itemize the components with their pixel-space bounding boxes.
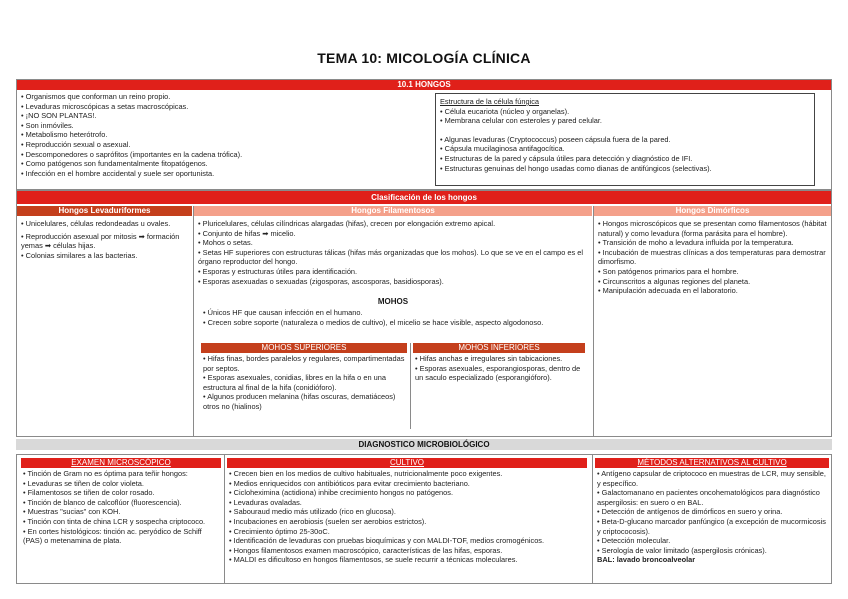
clasificacion-header: Clasificación de los hongos bbox=[17, 191, 831, 204]
list-item: • Antígeno capsular de criptococo en muestras de LCR, muy sensible, y específico. bbox=[597, 469, 826, 488]
list-item: • Son patógenos primarios para el hombre. bbox=[598, 266, 739, 276]
list-item: • Descomponedores o saprófitos (importantes en la cadena trófica). bbox=[21, 149, 243, 159]
list-item: • Detección molecular. bbox=[597, 536, 671, 546]
list-item: • Beta-D-glucano marcador panfúngico (a excepción de mucormicosis y criptococosis). bbox=[597, 516, 826, 536]
list-item: • ¡NO SON PLANTAS!. bbox=[21, 111, 97, 121]
mohos-superiores-list bbox=[203, 354, 407, 412]
levaduriformes-header: Hongos Levaduriformes bbox=[17, 206, 192, 216]
list-item: • Muestras "sucias" con KOH. bbox=[23, 507, 121, 517]
column-divider bbox=[224, 455, 225, 583]
list-item: • Detección de antígenos de dimórficos en suero y orina. bbox=[597, 507, 783, 517]
list-item: • Algunas levaduras (Cryptococcus) poseen cápsula fuera de la pared. bbox=[440, 134, 671, 144]
list-item: • Reproducción asexual por mitosis ➡ formación yemas ➡ células hijas. bbox=[21, 231, 180, 251]
examen-list bbox=[23, 469, 221, 546]
list-item: • Tinción con tinta de china LCR y sospecha criptococo. bbox=[23, 516, 206, 526]
section-hongos-header: 10.1 HONGOS bbox=[17, 80, 831, 90]
list-item: • Levaduras ovaladas. bbox=[229, 497, 302, 507]
hongos-general-list bbox=[21, 92, 421, 178]
list-item: • Estructuras de la pared y cápsula útiles para detección y diagnóstico de IFI. bbox=[440, 153, 693, 163]
filamentosos-header: Hongos Filamentosos bbox=[194, 206, 592, 216]
list-item: • Filamentosos se tiñen de color rosado. bbox=[23, 488, 155, 498]
list-item: • Circunscritos a algunas regiones del planeta. bbox=[598, 276, 751, 286]
list-item: • Reproducción sexual o asexual. bbox=[21, 139, 131, 149]
dimorficos-header: Hongos Dimórficos bbox=[594, 206, 831, 216]
page-title: TEMA 10: MICOLOGÍA CLÍNICA bbox=[317, 50, 531, 66]
column-divider bbox=[193, 206, 194, 437]
list-item: • Célula eucariota (núcleo y organelas). bbox=[440, 106, 570, 116]
mohos-superiores-header: MOHOS SUPERIORES bbox=[201, 343, 407, 353]
mohos-title: MOHOS bbox=[377, 297, 409, 306]
list-item: • Algunos producen melanina (hifas oscuras, dematiáceos) otros no (hialinos) bbox=[203, 392, 396, 411]
list-item: • MALDI es dificultoso en hongos filamentosos, se suele recurrir a técnicas moleculares. bbox=[229, 555, 518, 565]
list-item: • Galactomanano en pacientes oncohematológicos para diagnóstico aspergilosis: en suero o en BAL. bbox=[597, 488, 820, 507]
list-item: • Esporas asexuadas o sexuadas (zigosporas, ascosporas, basidiosporas). bbox=[198, 276, 444, 286]
list-item: • Transición de moho a levadura influida por la temperatura. bbox=[598, 238, 794, 248]
list-item: • Hongos filamentosos examen macroscópico, características de las hifas, esporas. bbox=[229, 545, 503, 555]
mohos-list bbox=[203, 308, 589, 327]
list-item: • Organismos que conforman un reino propio. bbox=[21, 92, 171, 101]
list-item: • Conjunto de hifas ➡ micelio. bbox=[198, 228, 296, 238]
bal-note: BAL: lavado broncoalveolar bbox=[597, 555, 696, 565]
column-divider bbox=[593, 206, 594, 437]
cultivo-header bbox=[227, 458, 587, 468]
list-item: • Incubaciones en aerobiosis (suelen ser aerobios estrictos). bbox=[229, 516, 427, 526]
alternativos-list bbox=[597, 469, 829, 565]
examen-header bbox=[21, 458, 221, 468]
list-item: • Levaduras microscópicas a setas macroscópicas. bbox=[21, 101, 189, 111]
list-item: • Identificación de levaduras con pruebas bioquímicas y con MALDI-TOF, medios cromogénicos. bbox=[229, 536, 545, 546]
dimorficos-list bbox=[598, 219, 828, 296]
alternativos-header-label: MÉTODOS ALTERNATIVOS AL CULTIVO bbox=[637, 458, 787, 467]
list-item: • Setas HF superiores con estructuras tálicas (hifas más organizadas que los mohos). Lo que se ve en el campo es el órgano reproductor del hongo. bbox=[198, 247, 584, 267]
list-item: • Incubación de muestras clínicas a dos temperaturas para demostrar dimorfismo. bbox=[598, 247, 826, 267]
cultivo-header-label: CULTIVO bbox=[389, 458, 425, 467]
list-item: • Manipulación adecuada en el laboratorio. bbox=[598, 286, 738, 296]
mohos-divider bbox=[410, 343, 411, 429]
list-item: • Esporas asexuales, esporangiosporas, dentro de un saculo especializado (esporangióforo). bbox=[415, 363, 581, 383]
list-item: • Esporas y estructuras útiles para identificación. bbox=[198, 266, 358, 276]
levaduriformes-list bbox=[21, 219, 191, 260]
section-clasificacion bbox=[16, 190, 832, 437]
list-item: • Tinción de Gram no es óptima para teñir hongos: bbox=[23, 469, 188, 478]
list-item: • Tinción de blanco de calcoflúor (fluorescencia). bbox=[23, 497, 182, 507]
mohos-inferiores-list bbox=[415, 354, 583, 383]
filamentosos-list bbox=[198, 219, 590, 286]
list-item: • Hifas finas, bordes paralelos y regulares, compartimentadas por septos. bbox=[203, 354, 405, 373]
list-item: • Hongos microscópicos que se presentan como filamentosos (hábitat natural) y como levadura (forma parásita para el hombre). bbox=[598, 219, 827, 238]
diagnostico-header: DIAGNOSTICO MICROBIOLÓGICO bbox=[16, 439, 832, 450]
list-item: • Hifas anchas e irregulares sin tabicaciones. bbox=[415, 354, 563, 363]
list-item: • En cortes histológicos: tinción ac. peryódico de Schiff (PAS) o metenamina de plata. bbox=[23, 526, 202, 546]
list-item: • Colonias similares a las bacterias. bbox=[21, 250, 138, 260]
list-item: • Únicos HF que causan infección en el humano. bbox=[203, 308, 363, 317]
list-item: • Mohos o setas. bbox=[198, 238, 253, 248]
list-item: • Sabouraud medio más utilizado (rico en glucosa). bbox=[229, 507, 396, 517]
list-item: • Estructuras genuinas del hongo usadas como dianas de antifúngicos (selectivas). bbox=[440, 163, 712, 173]
column-divider bbox=[592, 455, 593, 583]
list-item: • Crecen sobre soporte (naturaleza o medios de cultivo), el micelio se hace visible, aspecto algodonoso. bbox=[203, 317, 544, 327]
cultivo-list bbox=[229, 469, 589, 565]
list-item: • Crecen bien en los medios de cultivo habituales, nutricionalmente poco exigentes. bbox=[229, 469, 503, 478]
examen-header-label: EXAMEN MICROSCÓPICO bbox=[71, 458, 171, 467]
alternativos-header bbox=[595, 458, 829, 468]
mohos-inferiores-header: MOHOS INFERIORES bbox=[413, 343, 585, 353]
list-item: • Crecimiento óptimo 25-30oC. bbox=[229, 526, 330, 536]
list-item: • Unicelulares, células redondeadas u ovales. bbox=[21, 219, 171, 228]
cell-structure-box bbox=[435, 93, 815, 186]
list-item: • Infección en el hombre accidental y suele ser oportunista. bbox=[21, 168, 215, 178]
list-item: • Membrana celular con esteroles y pared celular. bbox=[440, 116, 602, 126]
list-item: • Esporas asexuales, conidias, libres en la hifa o en una estructura al final de la hifa (conidióforo). bbox=[203, 373, 386, 392]
section-hongos bbox=[16, 79, 832, 190]
list-item: • Levaduras se tiñen de color violeta. bbox=[23, 478, 144, 488]
section-diagnostico bbox=[16, 454, 832, 584]
list-item: • Pluricelulares, células cilíndricas alargadas (hifas), crecen por elongación extremo apical. bbox=[198, 219, 496, 228]
list-item: • Cápsula mucilaginosa antifagocítica. bbox=[440, 144, 565, 154]
list-item: • Son inmóviles. bbox=[21, 120, 74, 130]
list-item: • Metabolismo heterótrofo. bbox=[21, 130, 108, 140]
list-item: • Como patógenos son fundamentalmente fitopatógenos. bbox=[21, 159, 208, 169]
list-item: • Serología de valor limitado (aspergilosis crónicas). bbox=[597, 545, 767, 555]
list-item: • Cicloheximina (actidiona) inhibe crecimiento hongos no patógenos. bbox=[229, 488, 454, 498]
list-item: • Medios enriquecidos con antibióticos para evitar crecimiento bacteriano. bbox=[229, 478, 470, 488]
cell-structure-title: Estructura de la célula fúngica bbox=[440, 97, 540, 106]
